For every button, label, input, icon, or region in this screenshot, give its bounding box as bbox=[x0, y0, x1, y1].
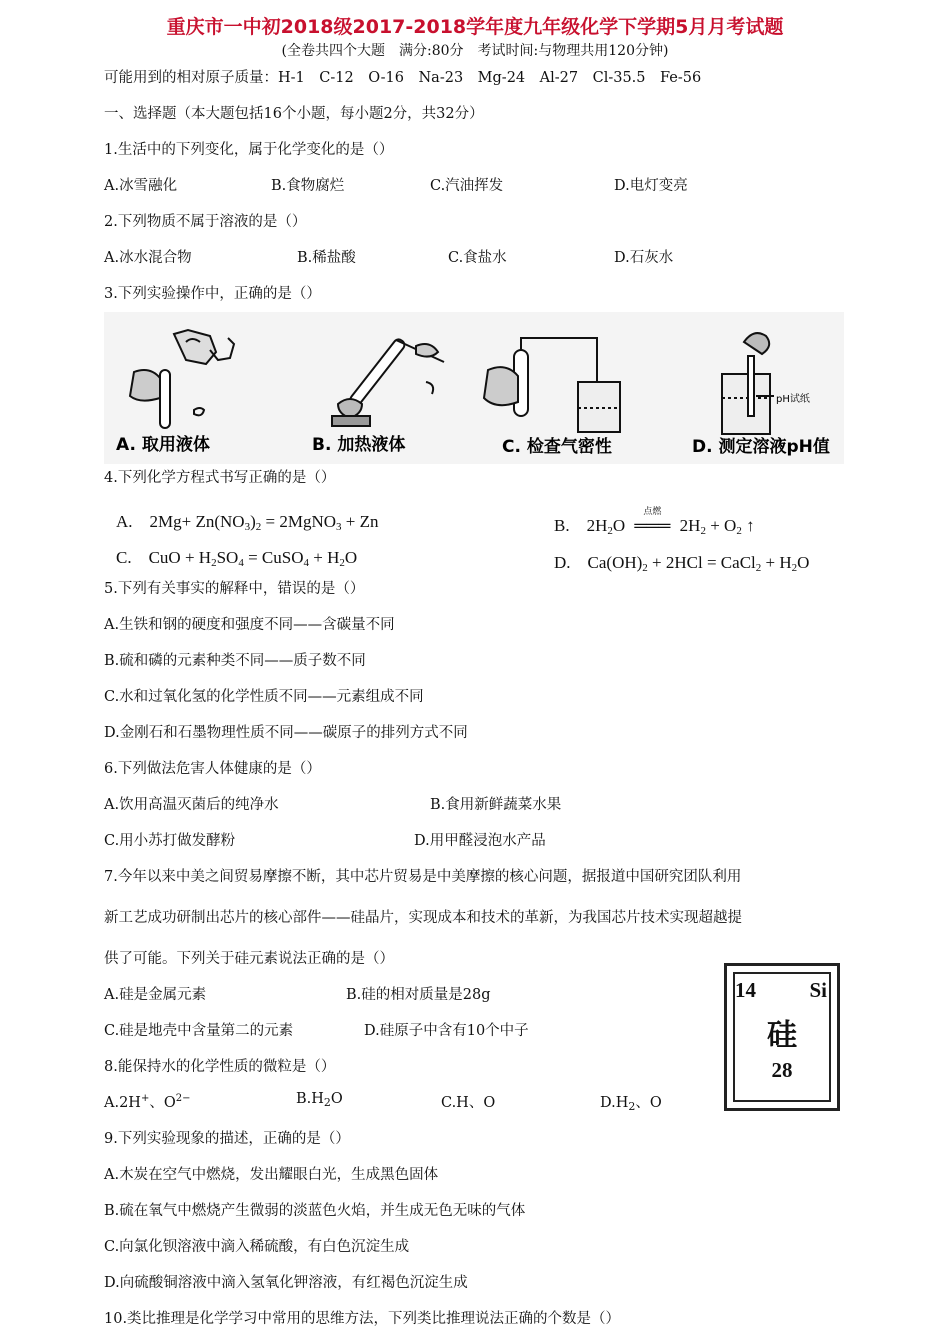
q2-option-a: A.冰水混合物 bbox=[104, 250, 192, 266]
q7-option-b: B.硅的相对质量是28g bbox=[346, 987, 491, 1003]
q4-option-d: D. $Ca(OH)_2 + 2HCl$ = CaCl$_2$ + $H_2O$ bbox=[554, 553, 810, 574]
atomic-masses: 可能用到的相对原子质量：H-1 C-12 O-16 Na-23 Mg-24 Al-27 Cl-35.5 Fe-56 bbox=[104, 70, 702, 86]
q2-stem: 2.下列物质不属于溶液的是（） bbox=[104, 214, 307, 230]
q9-option-a: A.木炭在空气中燃烧，发出耀眼白光，生成黑色固体 bbox=[104, 1167, 439, 1183]
q9-stem: 9.下列实验现象的描述，正确的是（） bbox=[104, 1131, 350, 1147]
q5-option-a: A.生铁和钢的硬度和强度不同——含碳量不同 bbox=[104, 617, 395, 633]
q4-b-condition: 点燃 bbox=[643, 506, 662, 516]
q8-stem: 8.能保持水的化学性质的微粒是（） bbox=[104, 1059, 336, 1075]
section-heading: 一、选择题（本大题包括16个小题，每小题2分，共32分） bbox=[104, 106, 484, 122]
q9-option-b: B.硫在氧气中燃烧产生微弱的淡蓝色火焰，并生成无色无味的气体 bbox=[104, 1203, 526, 1219]
q9-option-d: D.向硫酸铜溶液中滴入氢氧化钾溶液，有红褐色沉淀生成 bbox=[104, 1275, 468, 1291]
q8-option-b: $B.H_2O$ bbox=[296, 1091, 343, 1109]
q3-stem: 3.下列实验操作中，正确的是（） bbox=[104, 286, 321, 302]
q5-stem: 5.下列有关事实的解释中，错误的是（） bbox=[104, 581, 365, 597]
q6-stem: 6.下列做法危害人体健康的是（） bbox=[104, 761, 321, 777]
q1-option-b: B.食物腐烂 bbox=[271, 178, 345, 194]
q4-option-c: C. CuO + $H_2SO_4$ = CuSO$_4$ + $H_2O$ bbox=[116, 548, 358, 569]
q7-stem-line2: 新工艺成功研制出芯片的核心部件——硅晶片，实现成本和技术的革新，为我国芯片技术实现超越提 bbox=[104, 910, 742, 926]
q1-option-a: A.冰雪融化 bbox=[104, 178, 178, 194]
q8-option-d: $D.H_2$、O bbox=[600, 1095, 662, 1113]
element-name: 硅 bbox=[767, 1018, 797, 1053]
q5-option-c: C.水和过氧化氢的化学性质不同——元素组成不同 bbox=[104, 689, 424, 705]
q3-option-c: C. 检查气密性 bbox=[502, 437, 612, 457]
q3-option-d: D. 测定溶液pH值 bbox=[692, 437, 830, 457]
q7-stem-line1: 7.今年以来中美之间贸易摩擦不断，其中芯片贸易是中美摩擦的核心问题，据报道中国研究团队利用 bbox=[104, 869, 742, 885]
exam-title: 重庆市一中初2018级2017-2018学年度九年级化学下学期5月月考试题 bbox=[166, 16, 784, 38]
q4-stem: 4.下列化学方程式书写正确的是（） bbox=[104, 470, 336, 486]
ph-paper-label: pH试纸 bbox=[776, 394, 810, 405]
silicon-element-card bbox=[724, 963, 840, 1111]
q10-stem: 10.类比推理是化学学习中常用的思维方法，下列类比推理说法正确的个数是（） bbox=[104, 1311, 621, 1327]
q3-figure bbox=[104, 312, 844, 464]
q6-option-b: B.食用新鲜蔬菜水果 bbox=[430, 797, 562, 813]
q1-option-c: C.汽油挥发 bbox=[430, 178, 504, 194]
q1-option-d: D.电灯变亮 bbox=[614, 178, 688, 194]
q9-option-c: C.向氯化钡溶液中滴入稀硫酸，有白色沉淀生成 bbox=[104, 1239, 410, 1255]
q6-option-d: D.用甲醛浸泡水产品 bbox=[414, 833, 546, 849]
element-symbol: Si bbox=[809, 978, 827, 1002]
q2-option-d: D.石灰水 bbox=[614, 250, 674, 266]
q7-stem-line3: 供了可能。下列关于硅元素说法正确的是（） bbox=[104, 951, 394, 967]
q7-option-c: C.硅是地壳中含量第二的元素 bbox=[104, 1023, 294, 1039]
atomic-number: 14 bbox=[735, 978, 756, 1002]
q8-option-a: A.2H+、$O^{2-}$ bbox=[104, 1093, 191, 1111]
q3-option-b: B. 加热液体 bbox=[312, 435, 406, 455]
q5-option-b: B.硫和磷的元素种类不同——质子数不同 bbox=[104, 653, 366, 669]
q2-option-b: B.稀盐酸 bbox=[297, 250, 356, 266]
q6-option-a: A.饮用高温灭菌后的纯净水 bbox=[104, 797, 279, 813]
q8-option-c: C.H、O bbox=[441, 1095, 496, 1111]
q7-option-d: D.硅原子中含有10个中子 bbox=[364, 1023, 529, 1039]
q1-stem: 1.生活中的下列变化，属于化学变化的是（） bbox=[104, 142, 394, 158]
exam-subtitle: (全卷共四个大题 满分:80分 考试时间:与物理共用120分钟) bbox=[281, 43, 669, 59]
q4-option-a: A. $2Mg+ Zn(NO_3)_2$ = 2MgNO$_3$ + Zn bbox=[116, 512, 379, 533]
atomic-mass: 28 bbox=[771, 1058, 793, 1082]
q6-option-c: C.用小苏打做发酵粉 bbox=[104, 833, 236, 849]
q5-option-d: D.金刚石和石墨物理性质不同——碳原子的排列方式不同 bbox=[104, 725, 468, 741]
q2-option-c: C.食盐水 bbox=[448, 250, 507, 266]
q4-option-b: B. $2H_2O$ 点燃 ═══ $2H_2 + O_2$ ↑ bbox=[554, 506, 755, 537]
q7-option-a: A.硅是金属元素 bbox=[104, 987, 207, 1003]
q3-option-a: A. 取用液体 bbox=[116, 435, 210, 455]
